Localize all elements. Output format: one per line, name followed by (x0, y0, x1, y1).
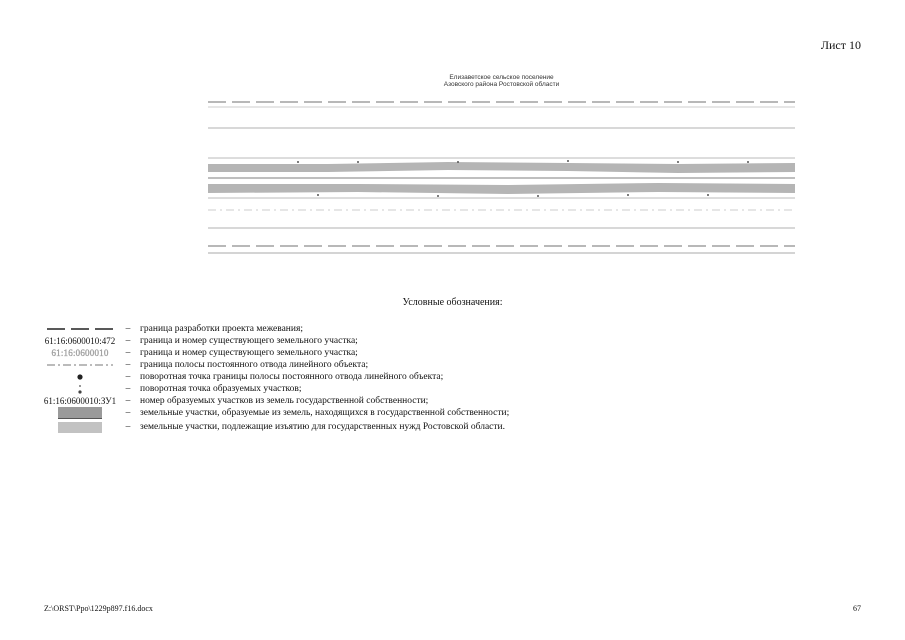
legend-dash: – (125, 348, 131, 358)
parcel-number-label: 61:16:0600010:472 (44, 336, 116, 346)
page-number: 67 (853, 604, 861, 613)
legend-dash: – (125, 396, 131, 406)
legend-dash: – (125, 408, 131, 418)
legend-row (30, 347, 590, 359)
new-parcel-number-symbol (30, 395, 130, 407)
legend-text: граница и номер существующего земельного участка; (140, 348, 358, 358)
big-dot-symbol (30, 371, 130, 383)
legend-row (30, 335, 590, 347)
legend-text: земельные участки, образуемые из земель, находящихся в государственной собственности; (140, 408, 510, 418)
legend-row (30, 323, 590, 335)
legend-dash: – (125, 384, 131, 394)
parcel-number-symbol (30, 335, 130, 347)
long-dash-line-symbol (30, 323, 130, 335)
legend-row (30, 421, 590, 435)
legend-dash: – (125, 422, 131, 432)
dark-box-symbol (30, 407, 130, 419)
sheet-number: Лист 10 (820, 38, 861, 52)
new-parcel-number-label: 61:16:0600010:ЗУ1 (43, 396, 117, 406)
legend-dash: – (125, 336, 131, 346)
legend-text: земельные участки, подлежащие изъятию для государственных нужд Ростовской области. (140, 422, 506, 432)
map-title (208, 74, 795, 88)
light-box-symbol (30, 421, 130, 433)
legend-text: номер образуемых участков из земель государственной собственности; (140, 396, 429, 406)
legend-text: поворотная точка образуемых участков; (140, 384, 302, 394)
dark-box-swatch (58, 407, 102, 419)
small-dot-symbol (30, 383, 130, 395)
legend-row (30, 371, 590, 383)
legend-text: граница и номер существующего земельного участка; (140, 336, 358, 346)
light-box-swatch (58, 422, 102, 433)
map-title-line-2: Азовского района Ростовской области (443, 81, 560, 88)
legend-row (30, 395, 590, 407)
cadastral-map (208, 70, 795, 260)
legend-text: граница разработки проекта межевания; (140, 324, 303, 334)
ghost-parcel-number-symbol (30, 347, 130, 359)
legend-row (30, 407, 590, 421)
legend (30, 323, 590, 435)
ghost-parcel-number-label: 61:16:0600010 (51, 348, 109, 358)
file-path: Z:\ORST\Ppo\1229p897.f16.docx (44, 604, 153, 613)
legend-dash: – (125, 372, 131, 382)
legend-text: граница полосы постоянного отвода линейного объекта; (140, 360, 369, 370)
legend-dash: – (125, 360, 131, 370)
legend-text: поворотная точка границы полосы постоянного отвода линейного объекта; (140, 372, 444, 382)
legend-row (30, 359, 590, 371)
dash-dot-line-symbol (30, 359, 130, 371)
legend-title: Условные обозначения: (402, 297, 503, 308)
legend-dash: – (125, 324, 131, 334)
legend-row (30, 383, 590, 395)
map-drawing (208, 70, 795, 260)
map-title-line-1: Елизаветское сельское поселение (449, 74, 554, 81)
